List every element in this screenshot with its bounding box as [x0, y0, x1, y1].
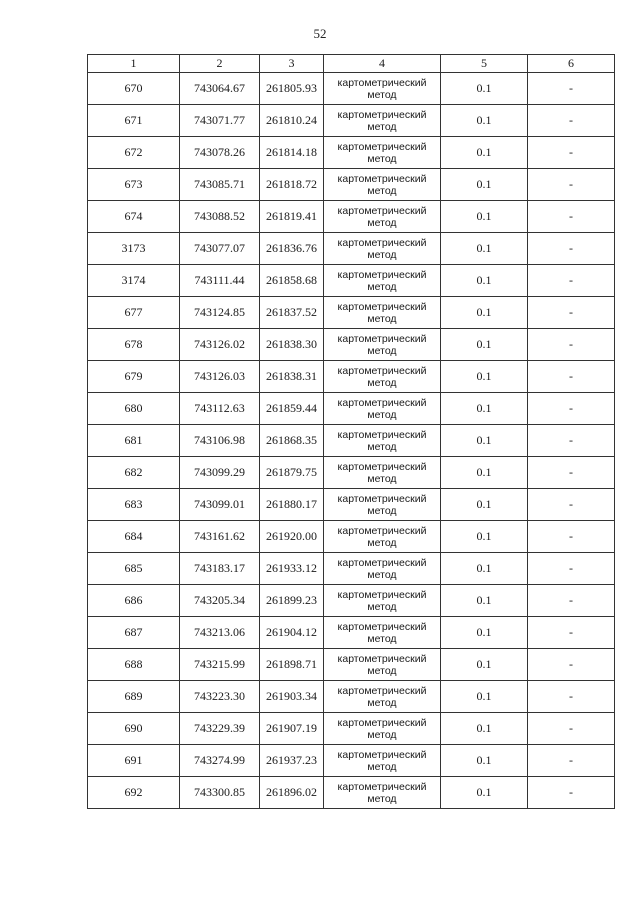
method-line-1: картометрический [337, 716, 427, 729]
point-number-cell: 690 [88, 713, 180, 745]
accuracy-cell: 0.1 [441, 649, 528, 681]
column-6-cell: - [528, 73, 615, 105]
column-header-3: 3 [260, 55, 324, 73]
method-line-1: картометрический [337, 492, 427, 505]
accuracy-cell: 0.1 [441, 201, 528, 233]
point-number-cell: 674 [88, 201, 180, 233]
x-coordinate-cell: 743106.98 [180, 425, 260, 457]
y-coordinate-cell: 261920.00 [260, 521, 324, 553]
y-coordinate-cell: 261858.68 [260, 265, 324, 297]
accuracy-cell: 0.1 [441, 681, 528, 713]
column-6-cell: - [528, 553, 615, 585]
method-cell [324, 745, 441, 777]
table-row [88, 137, 615, 169]
point-number-cell: 672 [88, 137, 180, 169]
y-coordinate-cell: 261896.02 [260, 777, 324, 809]
table-row [88, 457, 615, 489]
accuracy-cell: 0.1 [441, 745, 528, 777]
method-line-1: картометрический [337, 236, 427, 249]
point-number-cell: 677 [88, 297, 180, 329]
method-cell [324, 105, 441, 137]
method-cell [324, 681, 441, 713]
x-coordinate-cell: 743300.85 [180, 777, 260, 809]
accuracy-cell: 0.1 [441, 617, 528, 649]
method-line-1: картометрический [337, 140, 427, 153]
column-6-cell: - [528, 137, 615, 169]
method-line-1: картометрический [337, 76, 427, 89]
method-cell [324, 553, 441, 585]
table-row [88, 777, 615, 809]
column-6-cell: - [528, 393, 615, 425]
point-number-cell: 691 [88, 745, 180, 777]
method-line-2: метод [367, 376, 397, 389]
column-6-cell: - [528, 681, 615, 713]
accuracy-cell: 0.1 [441, 169, 528, 201]
table-row [88, 201, 615, 233]
method-cell [324, 457, 441, 489]
accuracy-cell: 0.1 [441, 489, 528, 521]
method-line-1: картометрический [337, 428, 427, 441]
column-6-cell: - [528, 489, 615, 521]
method-line-2: метод [367, 440, 397, 453]
column-header-2: 2 [180, 55, 260, 73]
x-coordinate-cell: 743223.30 [180, 681, 260, 713]
method-cell [324, 521, 441, 553]
table-row [88, 713, 615, 745]
table-row [88, 745, 615, 777]
column-6-cell: - [528, 425, 615, 457]
table-row [88, 265, 615, 297]
method-line-2: метод [367, 472, 397, 485]
method-line-1: картометрический [337, 524, 427, 537]
table-row [88, 361, 615, 393]
method-line-1: картометрический [337, 332, 427, 345]
y-coordinate-cell: 261907.19 [260, 713, 324, 745]
x-coordinate-cell: 743099.01 [180, 489, 260, 521]
method-line-1: картометрический [337, 748, 427, 761]
column-6-cell: - [528, 521, 615, 553]
accuracy-cell: 0.1 [441, 361, 528, 393]
method-cell [324, 169, 441, 201]
method-line-2: метод [367, 120, 397, 133]
method-cell [324, 713, 441, 745]
method-cell [324, 297, 441, 329]
x-coordinate-cell: 743161.62 [180, 521, 260, 553]
accuracy-cell: 0.1 [441, 713, 528, 745]
method-line-2: метод [367, 216, 397, 229]
y-coordinate-cell: 261903.34 [260, 681, 324, 713]
y-coordinate-cell: 261810.24 [260, 105, 324, 137]
x-coordinate-cell: 743071.77 [180, 105, 260, 137]
column-6-cell: - [528, 169, 615, 201]
table-row [88, 169, 615, 201]
column-6-cell: - [528, 745, 615, 777]
method-line-1: картометрический [337, 300, 427, 313]
x-coordinate-cell: 743215.99 [180, 649, 260, 681]
accuracy-cell: 0.1 [441, 521, 528, 553]
point-number-cell: 679 [88, 361, 180, 393]
y-coordinate-cell: 261805.93 [260, 73, 324, 105]
page-number: 52 [313, 26, 327, 41]
table-header-row [88, 55, 615, 73]
method-cell [324, 393, 441, 425]
column-6-cell: - [528, 777, 615, 809]
y-coordinate-cell: 261859.44 [260, 393, 324, 425]
method-cell [324, 201, 441, 233]
method-cell [324, 649, 441, 681]
column-6-cell: - [528, 361, 615, 393]
method-cell [324, 233, 441, 265]
table-body [88, 73, 615, 809]
point-number-cell: 687 [88, 617, 180, 649]
method-cell [324, 425, 441, 457]
accuracy-cell: 0.1 [441, 329, 528, 361]
x-coordinate-cell: 743111.44 [180, 265, 260, 297]
y-coordinate-cell: 261838.31 [260, 361, 324, 393]
column-6-cell: - [528, 457, 615, 489]
y-coordinate-cell: 261814.18 [260, 137, 324, 169]
method-line-2: метод [367, 696, 397, 709]
method-line-1: картометрический [337, 620, 427, 633]
accuracy-cell: 0.1 [441, 105, 528, 137]
coordinates-table [87, 54, 615, 809]
column-header-5: 5 [441, 55, 528, 73]
method-line-2: метод [367, 792, 397, 805]
accuracy-cell: 0.1 [441, 265, 528, 297]
method-line-1: картометрический [337, 172, 427, 185]
method-line-1: картометрический [337, 364, 427, 377]
method-line-2: метод [367, 632, 397, 645]
accuracy-cell: 0.1 [441, 777, 528, 809]
method-line-2: метод [367, 504, 397, 517]
table-row [88, 393, 615, 425]
x-coordinate-cell: 743088.52 [180, 201, 260, 233]
point-number-cell: 685 [88, 553, 180, 585]
table-row [88, 521, 615, 553]
method-line-2: метод [367, 664, 397, 677]
method-cell [324, 73, 441, 105]
x-coordinate-cell: 743099.29 [180, 457, 260, 489]
y-coordinate-cell: 261879.75 [260, 457, 324, 489]
column-6-cell: - [528, 297, 615, 329]
column-6-cell: - [528, 713, 615, 745]
method-line-2: метод [367, 760, 397, 773]
method-cell [324, 617, 441, 649]
method-line-2: метод [367, 152, 397, 165]
table-row [88, 329, 615, 361]
method-line-1: картометрический [337, 652, 427, 665]
y-coordinate-cell: 261837.52 [260, 297, 324, 329]
table-row [88, 489, 615, 521]
method-line-1: картометрический [337, 588, 427, 601]
table-row [88, 233, 615, 265]
x-coordinate-cell: 743205.34 [180, 585, 260, 617]
table-row [88, 425, 615, 457]
table-row [88, 617, 615, 649]
accuracy-cell: 0.1 [441, 137, 528, 169]
point-number-cell: 683 [88, 489, 180, 521]
point-number-cell: 670 [88, 73, 180, 105]
y-coordinate-cell: 261937.23 [260, 745, 324, 777]
method-line-1: картометрический [337, 780, 427, 793]
table-row [88, 553, 615, 585]
accuracy-cell: 0.1 [441, 73, 528, 105]
method-line-2: метод [367, 536, 397, 549]
column-6-cell: - [528, 105, 615, 137]
y-coordinate-cell: 261898.71 [260, 649, 324, 681]
x-coordinate-cell: 743124.85 [180, 297, 260, 329]
method-line-2: метод [367, 248, 397, 261]
point-number-cell: 3173 [88, 233, 180, 265]
y-coordinate-cell: 261836.76 [260, 233, 324, 265]
x-coordinate-cell: 743077.07 [180, 233, 260, 265]
method-line-2: метод [367, 280, 397, 293]
method-line-2: метод [367, 88, 397, 101]
y-coordinate-cell: 261899.23 [260, 585, 324, 617]
x-coordinate-cell: 743274.99 [180, 745, 260, 777]
column-6-cell: - [528, 329, 615, 361]
y-coordinate-cell: 261868.35 [260, 425, 324, 457]
method-line-2: метод [367, 568, 397, 581]
column-6-cell: - [528, 585, 615, 617]
point-number-cell: 673 [88, 169, 180, 201]
method-cell [324, 265, 441, 297]
method-cell [324, 329, 441, 361]
method-cell [324, 361, 441, 393]
method-cell [324, 777, 441, 809]
point-number-cell: 689 [88, 681, 180, 713]
point-number-cell: 681 [88, 425, 180, 457]
accuracy-cell: 0.1 [441, 297, 528, 329]
x-coordinate-cell: 743126.02 [180, 329, 260, 361]
column-header-4: 4 [324, 55, 441, 73]
x-coordinate-cell: 743085.71 [180, 169, 260, 201]
table-row [88, 73, 615, 105]
column-6-cell: - [528, 201, 615, 233]
x-coordinate-cell: 743213.06 [180, 617, 260, 649]
method-line-1: картометрический [337, 204, 427, 217]
column-6-cell: - [528, 649, 615, 681]
y-coordinate-cell: 261933.12 [260, 553, 324, 585]
table-row [88, 585, 615, 617]
method-cell [324, 489, 441, 521]
point-number-cell: 671 [88, 105, 180, 137]
method-line-2: метод [367, 600, 397, 613]
table-row [88, 105, 615, 137]
point-number-cell: 688 [88, 649, 180, 681]
x-coordinate-cell: 743078.26 [180, 137, 260, 169]
x-coordinate-cell: 743183.17 [180, 553, 260, 585]
y-coordinate-cell: 261880.17 [260, 489, 324, 521]
method-line-1: картометрический [337, 268, 427, 281]
point-number-cell: 678 [88, 329, 180, 361]
y-coordinate-cell: 261819.41 [260, 201, 324, 233]
method-line-1: картометрический [337, 556, 427, 569]
point-number-cell: 684 [88, 521, 180, 553]
point-number-cell: 3174 [88, 265, 180, 297]
method-line-2: метод [367, 408, 397, 421]
accuracy-cell: 0.1 [441, 425, 528, 457]
point-number-cell: 692 [88, 777, 180, 809]
method-line-2: метод [367, 728, 397, 741]
table-row [88, 297, 615, 329]
method-line-2: метод [367, 344, 397, 357]
method-line-1: картометрический [337, 396, 427, 409]
table-row [88, 649, 615, 681]
table-row [88, 681, 615, 713]
column-header-6: 6 [528, 55, 615, 73]
accuracy-cell: 0.1 [441, 553, 528, 585]
column-6-cell: - [528, 265, 615, 297]
y-coordinate-cell: 261838.30 [260, 329, 324, 361]
y-coordinate-cell: 261818.72 [260, 169, 324, 201]
method-cell [324, 137, 441, 169]
x-coordinate-cell: 743126.03 [180, 361, 260, 393]
method-line-2: метод [367, 184, 397, 197]
accuracy-cell: 0.1 [441, 233, 528, 265]
x-coordinate-cell: 743064.67 [180, 73, 260, 105]
method-line-1: картометрический [337, 460, 427, 473]
accuracy-cell: 0.1 [441, 393, 528, 425]
method-line-1: картометрический [337, 108, 427, 121]
method-line-1: картометрический [337, 684, 427, 697]
method-cell [324, 585, 441, 617]
y-coordinate-cell: 261904.12 [260, 617, 324, 649]
column-header-1: 1 [88, 55, 180, 73]
column-6-cell: - [528, 233, 615, 265]
point-number-cell: 682 [88, 457, 180, 489]
column-6-cell: - [528, 617, 615, 649]
accuracy-cell: 0.1 [441, 457, 528, 489]
point-number-cell: 686 [88, 585, 180, 617]
accuracy-cell: 0.1 [441, 585, 528, 617]
x-coordinate-cell: 743229.39 [180, 713, 260, 745]
point-number-cell: 680 [88, 393, 180, 425]
x-coordinate-cell: 743112.63 [180, 393, 260, 425]
method-line-2: метод [367, 312, 397, 325]
